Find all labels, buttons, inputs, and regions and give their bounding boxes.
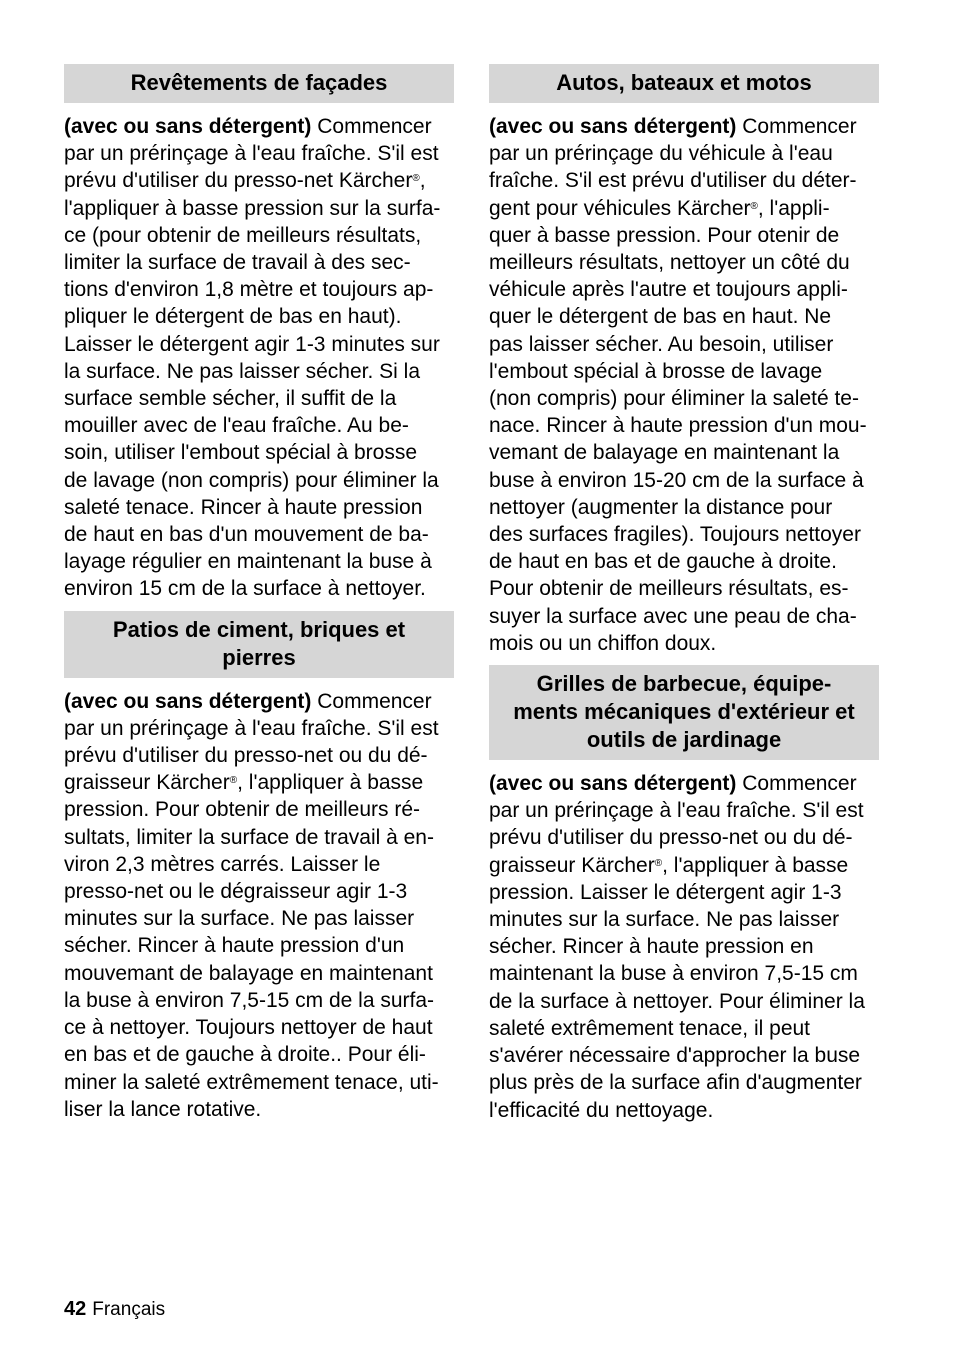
lead-phrase: (avec ou sans détergent) <box>489 772 737 796</box>
body-line: (non compris) pour éliminer la saleté te- <box>489 387 859 411</box>
footer-language: Français <box>92 1299 166 1320</box>
lead-phrase: (avec ou sans détergent) <box>489 115 737 138</box>
body-line: par un prérinçage à l'eau fraîche. S'il est <box>489 799 864 823</box>
body-line: liser la lance rotative. <box>64 1097 262 1121</box>
body-line: viron 2,3 mètres carrés. Laisser le <box>64 852 381 876</box>
heading-text: Autos, bateaux et motos <box>556 70 812 95</box>
body-line: sécher. Rincer à haute pression en <box>489 935 814 959</box>
body-text: , l'appli- <box>757 196 830 220</box>
body-line: suyer la surface avec une peau de cha- <box>489 604 857 628</box>
registered-mark: ® <box>229 775 238 787</box>
body-line: par un prérinçage du véhicule à l'eau <box>489 142 833 166</box>
body-line: miner la saleté extrêmement tenace, uti- <box>64 1070 439 1094</box>
registered-mark: ® <box>412 173 420 185</box>
body-line: nace. Rincer à haute pression d'un mou- <box>489 414 867 438</box>
heading-text: Grilles de barbecue, équipe- <box>536 671 832 697</box>
body-line: quer à basse pression. Pour otenir de <box>489 223 840 247</box>
body-line: par un prérinçage à l'eau fraîche. S'il est <box>64 142 439 166</box>
body-line <box>489 770 889 797</box>
lead-phrase: (avec ou sans détergent) <box>64 689 312 713</box>
body-line: plus près de la surface afin d'augmenter <box>489 1071 862 1095</box>
section-body-facades <box>64 113 464 603</box>
body-line <box>64 113 464 140</box>
body-text: Commencer <box>311 115 432 138</box>
body-text: , l'appliquer à basse <box>662 853 849 877</box>
body-text: , l'appliquer à basse <box>237 771 424 795</box>
heading-text: pierres <box>222 644 296 670</box>
page-footer <box>64 1297 165 1322</box>
body-line <box>64 769 464 796</box>
body-line: mouvemant de balayage en maintenant <box>64 961 433 985</box>
body-line: nettoyer (augmenter la distance pour <box>489 495 833 519</box>
body-text: Commencer <box>311 689 432 713</box>
heading-text: Revêtements de façades <box>130 70 388 95</box>
body-line: pression. Laisser le détergent agir 1-3 <box>489 880 842 904</box>
body-line: pliquer le détergent de bas en haut). <box>64 305 402 329</box>
body-line: soin, utiliser l'embout spécial à brosse <box>64 441 418 465</box>
body-line: quer le détergent de bas en haut. Ne <box>489 305 832 329</box>
body-line: ce (pour obtenir de meilleurs résultats, <box>64 223 422 247</box>
body-line: Pour obtenir de meilleurs résultats, es- <box>489 577 849 601</box>
body-line: mois ou un chiffon doux. <box>489 631 717 655</box>
lead-phrase: (avec ou sans détergent) <box>64 115 312 138</box>
heading-text: outils de jardinage <box>586 727 782 753</box>
body-line: l'efficacité du nettoyage. <box>489 1098 714 1122</box>
registered-mark: ® <box>654 857 663 869</box>
body-line: véhicule après l'autre et toujours appli- <box>489 278 848 302</box>
body-line: l'embout spécial à brosse de lavage <box>489 359 823 383</box>
body-text: graisseur Kärcher <box>489 853 655 877</box>
section-body-grills <box>489 770 889 1124</box>
registered-mark: ® <box>750 200 758 212</box>
section-heading-grills <box>489 665 879 760</box>
body-line: prévu d'utiliser du presso-net ou du dé- <box>489 826 853 850</box>
body-line: pression. Pour obtenir de meilleurs ré- <box>64 798 420 822</box>
body-line: presso-net ou le dégraisseur agir 1-3 <box>64 880 408 904</box>
body-line: la surface. Ne pas laisser sécher. Si la <box>64 359 420 383</box>
body-line: surface semble sécher, il suffit de la <box>64 387 397 411</box>
body-line: de haut en bas d'un mouvement de ba- <box>64 523 429 547</box>
body-line: tions d'environ 1,8 mètre et toujours ap- <box>64 278 434 302</box>
body-line: environ 15 cm de la surface à nettoyer. <box>64 577 426 601</box>
body-line: en bas et de gauche à droite.. Pour éli- <box>64 1043 426 1067</box>
body-line: pas laisser sécher. Au besoin, utiliser <box>489 332 834 356</box>
body-line: Laisser le détergent agir 1-3 minutes sur <box>64 332 440 356</box>
body-line: sécher. Rincer à haute pression d'un <box>64 934 405 958</box>
page-number: 42 <box>64 1298 87 1320</box>
body-line <box>489 195 889 222</box>
body-line: minutes sur la surface. Ne pas laisser <box>64 907 415 931</box>
body-line <box>489 113 889 140</box>
section-heading-facades <box>64 64 454 103</box>
body-line: l'appliquer à basse pression sur la surfa- <box>64 196 441 220</box>
body-text: prévu d'utiliser du presso-net Kärcher <box>64 169 413 193</box>
body-line: vemant de balayage en maintenant la <box>489 441 840 465</box>
body-line: sultats, limiter la surface de travail à en- <box>64 825 434 849</box>
body-line <box>64 167 464 194</box>
body-line: fraîche. S'il est prévu d'utiliser du déter- <box>489 169 857 193</box>
body-line: saleté tenace. Rincer à haute pression <box>64 495 423 519</box>
body-line: s'avérer nécessaire d'approcher la buse <box>489 1044 861 1068</box>
body-line: minutes sur la surface. Ne pas laisser <box>489 908 840 932</box>
body-line: la buse à environ 7,5-15 cm de la surfa- <box>64 988 435 1012</box>
section-heading-vehicles <box>489 64 879 103</box>
body-text: graisseur Kärcher <box>64 771 230 795</box>
body-line: de lavage (non compris) pour éliminer la <box>64 468 439 492</box>
body-line <box>64 688 464 715</box>
body-line: meilleurs résultats, nettoyer un côté du <box>489 251 850 275</box>
heading-text: Patios de ciment, briques et <box>112 616 406 642</box>
section-body-vehicles <box>489 113 889 657</box>
body-line: prévu d'utiliser du presso-net ou du dé- <box>64 744 428 768</box>
body-text: gent pour véhicules Kärcher <box>489 196 751 220</box>
body-line: limiter la surface de travail à des sec- <box>64 251 411 275</box>
body-line: de la surface à nettoyer. Pour éliminer la <box>489 989 865 1013</box>
section-body-patios <box>64 688 464 1123</box>
body-line: maintenant la buse à environ 7,5-15 cm <box>489 962 858 986</box>
body-line: saleté extrêmement tenace, il peut <box>489 1016 811 1040</box>
body-text: Commencer <box>736 772 857 796</box>
body-line: des surfaces fragiles). Toujours nettoyer <box>489 523 861 547</box>
body-text: Commencer <box>736 115 857 138</box>
heading-text: ments mécaniques d'extérieur et <box>513 699 855 725</box>
body-line: mouiller avec de l'eau fraîche. Au be- <box>64 414 409 438</box>
body-line: par un prérinçage à l'eau fraîche. S'il est <box>64 716 439 740</box>
body-line: buse à environ 15-20 cm de la surface à <box>489 468 864 492</box>
left-column <box>64 64 464 1131</box>
right-column <box>489 64 889 1132</box>
body-text: , <box>419 169 426 193</box>
body-line: layage régulier en maintenant la buse à <box>64 550 432 574</box>
body-line <box>489 852 889 879</box>
body-line: de haut en bas et de gauche à droite. <box>489 550 837 574</box>
body-line: ce à nettoyer. Toujours nettoyer de haut <box>64 1016 433 1040</box>
section-heading-patios <box>64 611 454 678</box>
